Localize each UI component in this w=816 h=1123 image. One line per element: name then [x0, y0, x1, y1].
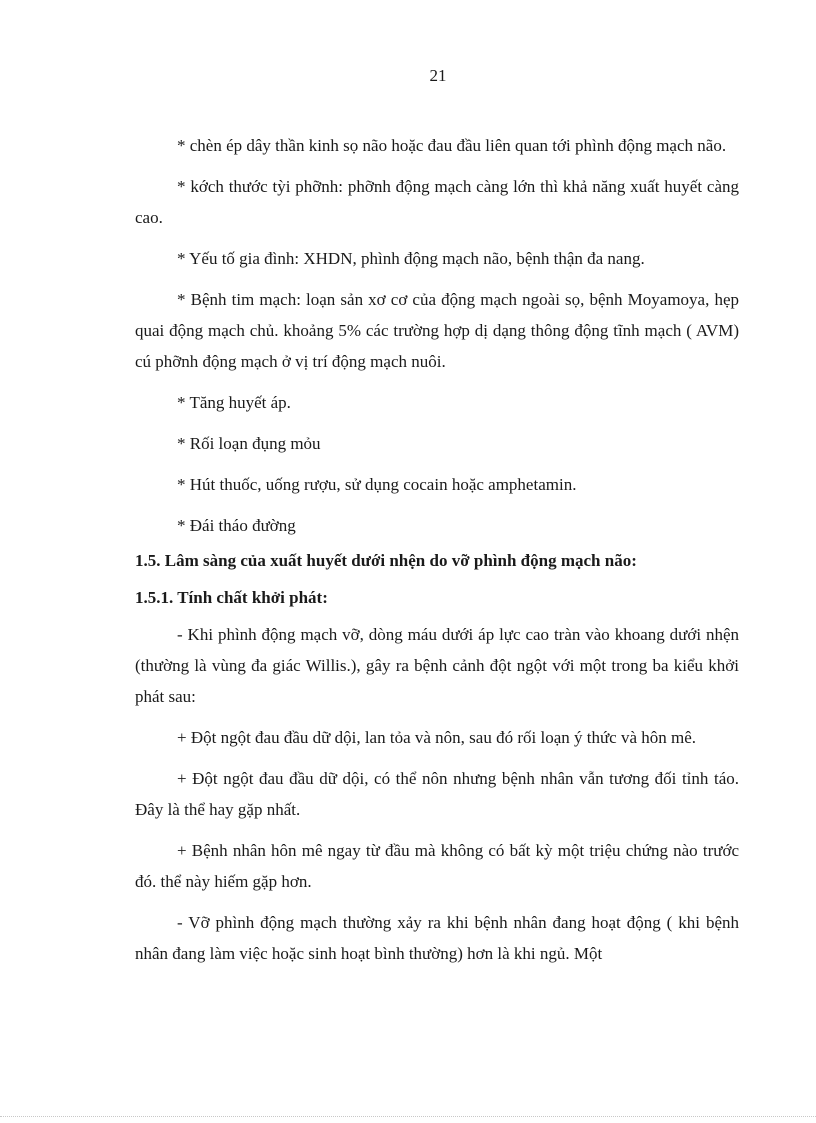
paragraph: * Bệnh tim mạch: loạn sản xơ cơ của động mạch ngoài sọ, bệnh Moyamoya, hẹp quai động mạch chủ. khoảng 5% các trường hợp dị dạng thông động tĩnh mạch ( AVM) cú phỡnh động mạch ở vị trí động mạch nuôi. [135, 290, 739, 371]
paragraph: * kớch thước tỳi phỡnh: phỡnh động mạch càng lớn thì khả năng xuất huyết càng cao. [135, 177, 739, 227]
subsection-heading: 1.5.1. Tính chất khởi phát: [135, 588, 328, 607]
document-body [135, 130, 739, 979]
paragraph: * Hút thuốc, uống rượu, sử dụng cocain hoặc amphetamin. [177, 475, 577, 494]
paragraph: * Đái tháo đường [177, 516, 296, 535]
paragraph: - Khi phình động mạch vỡ, dòng máu dưới áp lực cao tràn vào khoang dưới nhện (thường là vùng đa giác Willis.), gây ra bệnh cảnh đột ngột với một trong ba kiểu khởi phát sau: [135, 625, 739, 706]
section-heading: 1.5. Lâm sàng của xuất huyết dưới nhện do vỡ phình động mạch não: [135, 551, 637, 570]
paragraph: * Tăng huyết áp. [177, 393, 291, 412]
paragraph: + Đột ngột đau đầu dữ dội, có thể nôn nhưng bệnh nhân vẫn tương đối tỉnh táo. Đây là thể hay gặp nhất. [135, 769, 739, 819]
paragraph: * chèn ép dây thần kinh sọ não hoặc đau đầu liên quan tới phình động mạch não. [177, 136, 727, 155]
paragraph: - Vỡ phình động mạch thường xảy ra khi bệnh nhân đang hoạt động ( khi bệnh nhân đang làm việc hoặc sinh hoạt bình thường) hơn là khi ngủ. Một [135, 913, 739, 963]
paragraph: + Đột ngột đau đầu dữ dội, lan tỏa và nôn, sau đó rối loạn ý thức và hôn mê. [177, 728, 697, 747]
page-bottom-divider [0, 1116, 816, 1118]
paragraph: + Bệnh nhân hôn mê ngay từ đầu mà không có bất kỳ một triệu chứng nào trước đó. thể này hiếm gặp hơn. [135, 841, 739, 891]
page-number: 21 [429, 66, 447, 85]
paragraph: * Yếu tố gia đình: XHDN, phình động mạch não, bệnh thận đa nang. [177, 249, 645, 268]
paragraph: * Rối loạn đụng mỏu [177, 434, 321, 453]
